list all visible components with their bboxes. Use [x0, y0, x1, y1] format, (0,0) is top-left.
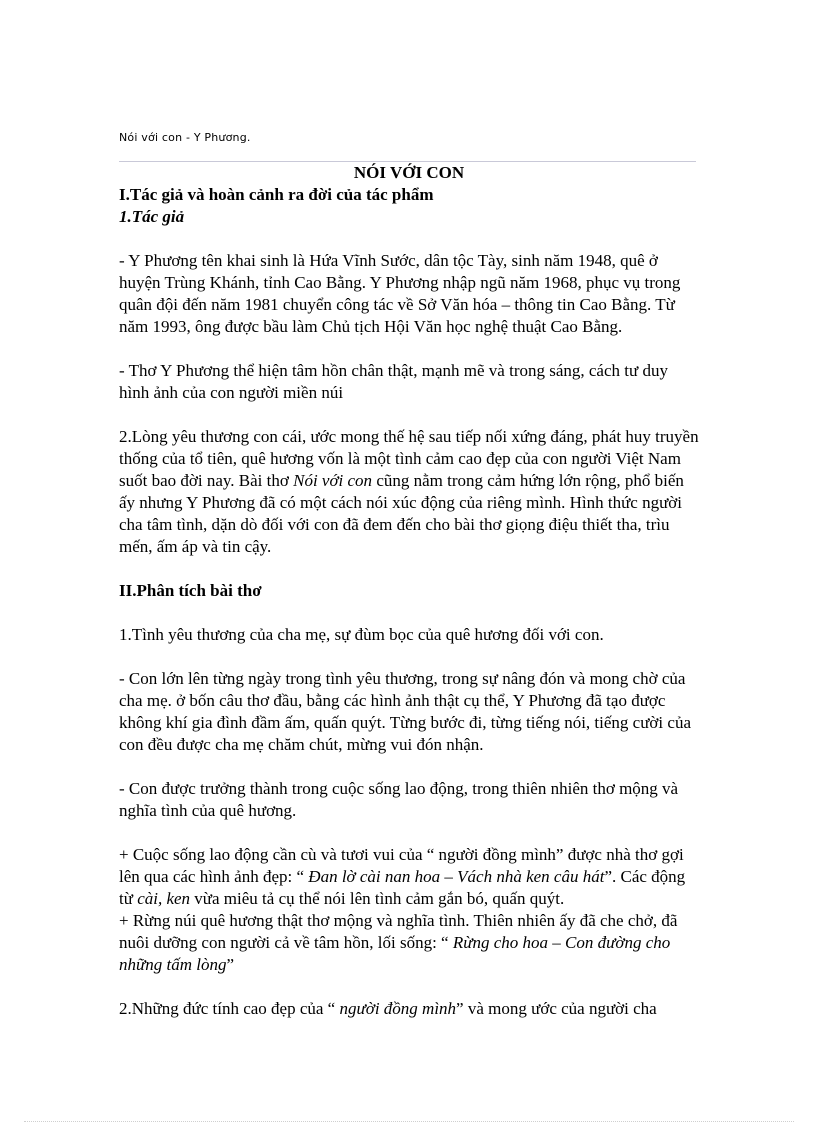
- text-span: 2.Những đức tính cao đẹp của “: [119, 999, 340, 1018]
- paragraph-author-bio: - Y Phương tên khai sinh là Hứa Vĩnh Sước, dân tộc Tày, sinh năm 1948, quê ở huyện Trùng Khánh, tỉnh Cao Bằng. Y Phương nhập ngũ năm 1968, phục vụ trong quân đội đến năm 1981 chuyển công tác về Sở Văn hóa – thông tin Cao Bằng. Từ năm 1993, ông được bầu làm Chủ tịch Hội Văn học nghệ thuật Cao Bằng.: [119, 251, 681, 336]
- verbs-italic: cài, ken: [137, 889, 191, 908]
- paragraph-point-2: [119, 998, 699, 1020]
- page-bottom-divider: [24, 1121, 794, 1122]
- paragraph-labor-life: [119, 844, 699, 910]
- text-span: ”. Các động từ: [119, 867, 686, 908]
- text-span: ” và mong ước của người cha: [456, 999, 657, 1018]
- section-heading-2: II.Phân tích bài thơ: [119, 581, 262, 600]
- subsection-heading-author: 1.Tác giả: [119, 207, 185, 226]
- text-span: vừa miêu tả cụ thể nói lên tình cảm gắn bó, quấn quýt.: [190, 889, 565, 908]
- paragraph-family-love: - Con lớn lên từng ngày trong tình yêu thương, trong sự nâng đón và mong chờ của cha mẹ. ở bốn câu thơ đầu, bằng các hình ảnh thật cụ thể, Y Phương đã tạo được không khí gia đình đầm ấm, quấn quýt. Từng bước đi, từng tiếng nói, tiếng cười của con đều được cha mẹ chăm chút, mừng vui đón nhận.: [119, 669, 691, 754]
- quote-italic: người đồng mình: [339, 999, 457, 1018]
- section-heading-1: I.Tác giả và hoàn cảnh ra đời của tác phẩm: [119, 185, 434, 204]
- paragraph-context: [119, 426, 699, 558]
- text-span: + Rừng núi quê hương thật thơ mộng và nghĩa tình. Thiên nhiên ấy đã che chở, đã nuôi dưỡng con người cả về tâm hồn, lối sống: “: [119, 911, 678, 952]
- page-title: NÓI VỚI CON: [353, 163, 465, 182]
- document-header: Nói với con - Y Phương.: [119, 131, 251, 144]
- paragraph-homeland: - Con được trưởng thành trong cuộc sống lao động, trong thiên nhiên thơ mộng và nghĩa tình của quê hương.: [119, 779, 679, 820]
- quote-italic: Rừng cho hoa – Con đường cho những tấm lòng: [119, 933, 671, 974]
- quote-italic: Đan lờ cài nan hoa – Vách nhà ken câu hát: [308, 867, 605, 886]
- paragraph-point-1: 1.Tình yêu thương của cha mẹ, sự đùm bọc của quê hương đối với con.: [119, 625, 604, 644]
- text-span: ”: [226, 955, 235, 974]
- paragraph-poetry-style: - Thơ Y Phương thể hiện tâm hồn chân thật, mạnh mẽ và trong sáng, cách tư duy hình ảnh của con người miền núi: [119, 361, 668, 402]
- poem-title-italic: Nói với con: [293, 471, 373, 490]
- text-span: 2.Lòng yêu thương con cái, ước mong thế hệ sau tiếp nối xứng đáng, phát huy truyền thống của tổ tiên, quê hương vốn là một tình cảm cao đẹp của con người Việt Nam suốt bao đời nay. Bài thơ: [119, 427, 699, 490]
- document-body: [119, 162, 699, 1042]
- text-span: + Cuộc sống lao động cần cù và tươi vui của “ người đồng mình” được nhà thơ gợi lên qua các hình ảnh đẹp: “: [119, 845, 684, 886]
- paragraph-nature: [119, 910, 699, 976]
- text-span: cũng nằm trong cảm hứng lớn rộng, phổ biến ấy nhưng Y Phương đã có một cách nói xúc động của riêng mình. Hình thức người cha tâm tình, dặn dò đối với con đã đem đến cho bài thơ giọng điệu thiết tha, trìu mến, ấm áp và tin cậy.: [119, 471, 684, 556]
